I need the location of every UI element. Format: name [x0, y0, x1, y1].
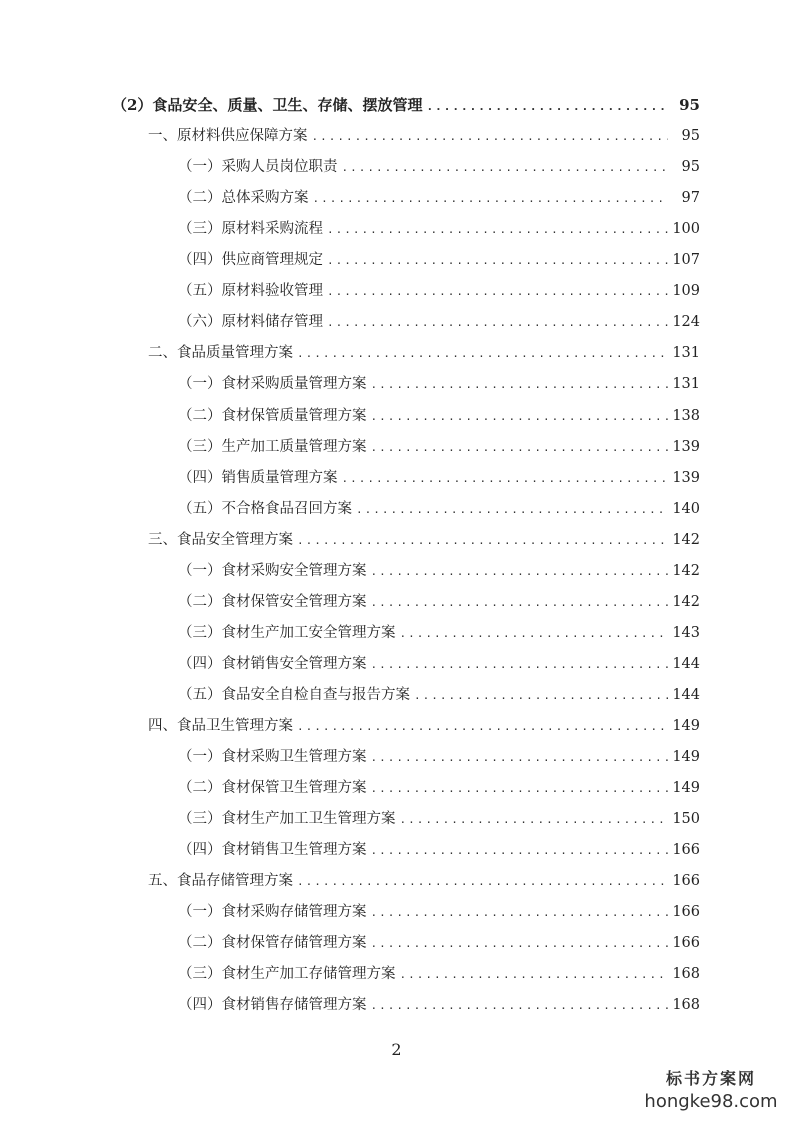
- toc-entry-title: （三）原材料采购流程: [178, 221, 323, 237]
- toc-entry-title: （一）食材采购质量管理方案: [178, 376, 367, 392]
- watermark-title: 标书方案网: [665, 1069, 756, 1088]
- toc-entry-page: 139: [672, 470, 700, 486]
- toc-entry-page: 166: [672, 842, 700, 858]
- toc-entry-title: （二）食材保管卫生管理方案: [178, 780, 367, 796]
- toc-entry-page: 140: [672, 501, 700, 517]
- toc-entry-page: 95: [681, 128, 700, 144]
- toc-leader-dots: [400, 809, 669, 831]
- toc-entry-page: 168: [672, 966, 700, 982]
- toc-entry-title: （一）食材采购安全管理方案: [178, 563, 367, 579]
- toc-leader-dots: [371, 995, 669, 1017]
- toc-entry-title: 三、食品安全管理方案: [148, 532, 293, 548]
- toc-entry[interactable]: [148, 529, 700, 551]
- toc-entry[interactable]: [112, 94, 700, 116]
- toc-leader-dots: [371, 592, 669, 614]
- toc-entry[interactable]: [178, 467, 700, 489]
- toc-entry-page: 109: [672, 283, 700, 299]
- toc-entry-title: （三）食材生产加工存储管理方案: [178, 966, 396, 982]
- toc-entry[interactable]: [178, 591, 700, 613]
- toc-leader-dots: [371, 654, 669, 676]
- toc-leader-dots: [371, 437, 669, 459]
- toc-entry-title: （四）食材销售卫生管理方案: [178, 842, 367, 858]
- toc-leader-dots: [342, 468, 669, 490]
- toc-entry[interactable]: [178, 218, 700, 240]
- toc-entry-title: （2）食品安全、质量、卫生、存储、摆放管理: [112, 96, 423, 114]
- toc-leader-dots: [312, 126, 669, 148]
- toc-entry-title: （一）采购人员岗位职责: [178, 159, 338, 175]
- toc-leader-dots: [371, 902, 669, 924]
- toc-entry-page: 131: [672, 376, 700, 392]
- toc-entry-page: 107: [672, 252, 700, 268]
- toc-leader-dots: [356, 499, 668, 521]
- toc-entry-page: 142: [672, 594, 700, 610]
- toc-entry[interactable]: [178, 156, 700, 178]
- toc-entry[interactable]: [148, 715, 700, 737]
- toc-entry-title: （一）食材采购卫生管理方案: [178, 749, 367, 765]
- toc-entry-title: （三）生产加工质量管理方案: [178, 439, 367, 455]
- toc-entry-page: 143: [672, 625, 700, 641]
- toc-entry[interactable]: [178, 560, 700, 582]
- toc-leader-dots: [371, 933, 669, 955]
- toc-entry[interactable]: [178, 280, 700, 302]
- toc-entry-page: 149: [672, 749, 700, 765]
- toc-entry-page: 144: [672, 687, 700, 703]
- toc-leader-dots: [327, 312, 668, 334]
- toc-entry[interactable]: [178, 187, 700, 209]
- toc-leader-dots: [426, 96, 668, 118]
- toc-entry[interactable]: [178, 622, 700, 644]
- toc-leader-dots: [400, 964, 669, 986]
- toc-entry-page: 95: [681, 159, 700, 175]
- toc-leader-dots: [327, 250, 668, 272]
- toc-entry-page: 138: [672, 408, 700, 424]
- toc-entry-page: 150: [672, 811, 700, 827]
- toc-leader-dots: [371, 840, 669, 862]
- toc-entry-page: 166: [672, 873, 700, 889]
- toc-leader-dots: [371, 561, 669, 583]
- toc-entry[interactable]: [178, 777, 700, 799]
- toc-entry[interactable]: [178, 839, 700, 861]
- toc-entry-title: （六）原材料储存管理: [178, 314, 323, 330]
- toc-entry-page: 149: [672, 780, 700, 796]
- toc-leader-dots: [342, 157, 669, 179]
- toc-leader-dots: [297, 530, 668, 552]
- toc-entry-title: （四）供应商管理规定: [178, 252, 323, 268]
- toc-entry[interactable]: [178, 994, 700, 1016]
- toc-entry-page: 166: [672, 904, 700, 920]
- toc-entry-page: 149: [672, 718, 700, 734]
- toc-entry-title: （三）食材生产加工卫生管理方案: [178, 811, 396, 827]
- toc-entry[interactable]: [148, 870, 700, 892]
- toc-entry-page: 131: [672, 345, 700, 361]
- toc-entry-title: （四）销售质量管理方案: [178, 470, 338, 486]
- toc-entry-page: 97: [681, 190, 700, 206]
- toc-leader-dots: [371, 747, 669, 769]
- toc-entry-title: （五）不合格食品召回方案: [178, 501, 352, 517]
- toc-entry-title: （五）原材料验收管理: [178, 283, 323, 299]
- toc-leader-dots: [327, 281, 668, 303]
- toc-leader-dots: [400, 623, 669, 645]
- toc-entry[interactable]: [178, 808, 700, 830]
- toc-leader-dots: [313, 188, 669, 210]
- toc-entry[interactable]: [178, 901, 700, 923]
- toc-entry-page: 144: [672, 656, 700, 672]
- toc-entry-title: （四）食材销售安全管理方案: [178, 656, 367, 672]
- toc-entry[interactable]: [148, 342, 700, 364]
- toc-entry[interactable]: [178, 405, 700, 427]
- toc-entry-title: 四、食品卫生管理方案: [148, 718, 293, 734]
- toc-entry-page: 142: [672, 563, 700, 579]
- toc-entry-title: （二）总体采购方案: [178, 190, 309, 206]
- toc-entry[interactable]: [178, 311, 700, 333]
- toc-entry-page: 139: [672, 439, 700, 455]
- toc-entry-page: 100: [672, 221, 700, 237]
- toc-entry-page: 124: [672, 314, 700, 330]
- watermark-url: hongke98.com: [644, 1091, 778, 1112]
- toc-entry[interactable]: [178, 963, 700, 985]
- toc-entry-title: 一、原材料供应保障方案: [148, 128, 308, 144]
- toc-entry[interactable]: [178, 653, 700, 675]
- toc-entry-title: 五、食品存储管理方案: [148, 873, 293, 889]
- toc-entry-title: （五）食品安全自检自查与报告方案: [178, 687, 410, 703]
- toc-entry[interactable]: [178, 498, 700, 520]
- toc-entry-title: （二）食材保管安全管理方案: [178, 594, 367, 610]
- toc-entry-page: 166: [672, 935, 700, 951]
- page-number: 2: [391, 1040, 402, 1059]
- watermark-logo: [641, 1068, 781, 1114]
- toc-entry-page: 95: [679, 96, 700, 114]
- toc-leader-dots: [327, 219, 668, 241]
- toc-entry-title: （一）食材采购存储管理方案: [178, 904, 367, 920]
- toc-leader-dots: [297, 343, 668, 365]
- toc-leader-dots: [414, 685, 668, 707]
- toc-entry[interactable]: [178, 249, 700, 271]
- toc-entry-title: （二）食材保管质量管理方案: [178, 408, 367, 424]
- toc-entry[interactable]: [178, 932, 700, 954]
- toc-leader-dots: [371, 778, 669, 800]
- toc-entry[interactable]: [178, 684, 700, 706]
- toc-entry[interactable]: [178, 436, 700, 458]
- toc-entry-page: 142: [672, 532, 700, 548]
- toc-entry[interactable]: [148, 125, 700, 147]
- toc-entry[interactable]: [178, 746, 700, 768]
- toc-leader-dots: [297, 716, 668, 738]
- toc-leader-dots: [371, 406, 669, 428]
- toc-entry-title: （四）食材销售存储管理方案: [178, 997, 367, 1013]
- toc-entry-title: （二）食材保管存储管理方案: [178, 935, 367, 951]
- toc-entry[interactable]: [178, 373, 700, 395]
- toc-entry-title: （三）食材生产加工安全管理方案: [178, 625, 396, 641]
- toc-leader-dots: [371, 374, 669, 396]
- toc-leader-dots: [297, 871, 668, 893]
- toc-entry-title: 二、食品质量管理方案: [148, 345, 293, 361]
- toc-entry-page: 168: [672, 997, 700, 1013]
